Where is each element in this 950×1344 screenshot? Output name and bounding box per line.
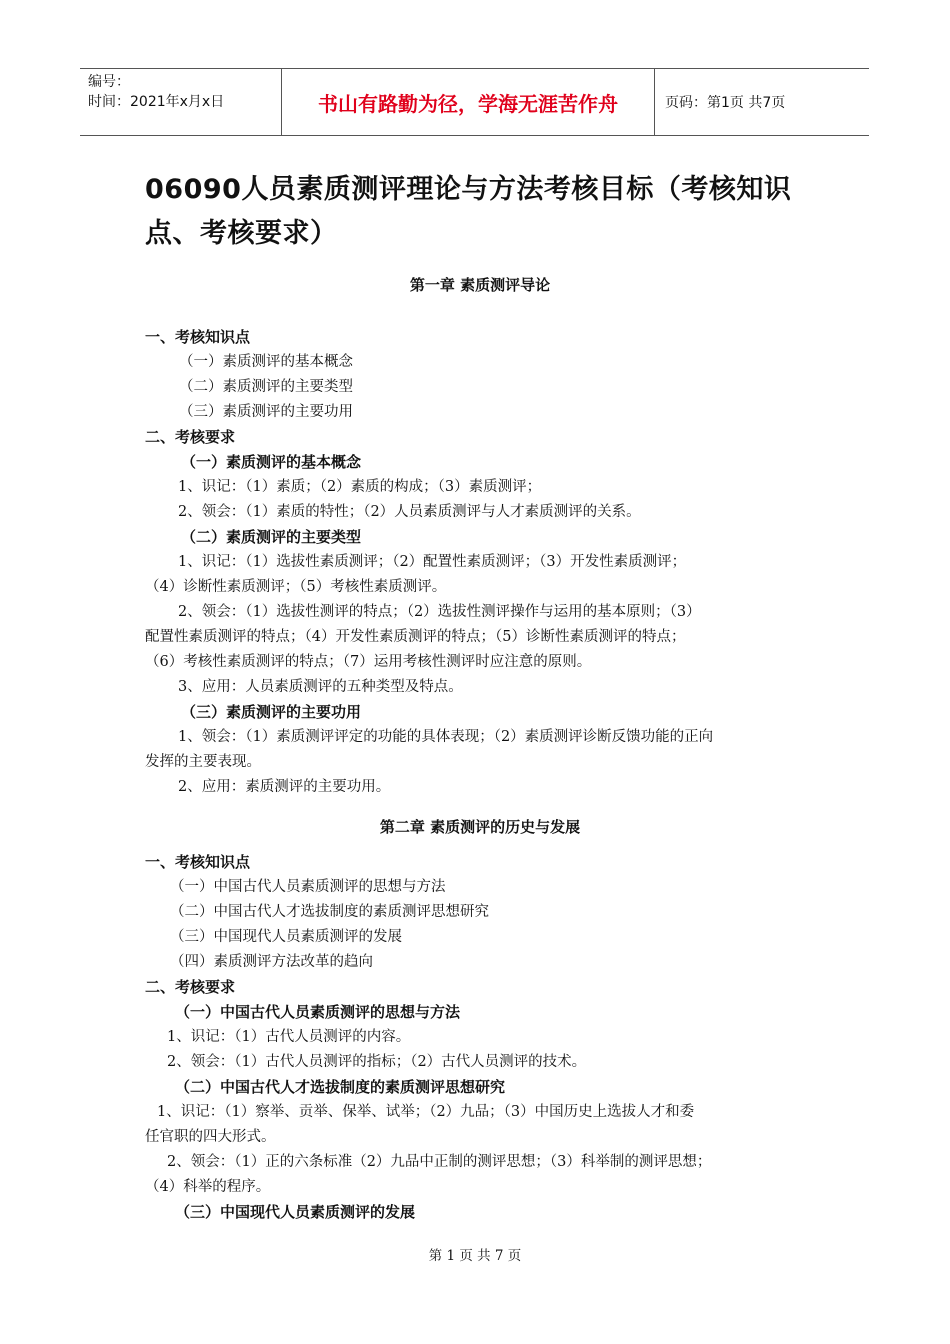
ch2-knowledge-item: （二）中国古代人才选拔制度的素质测评思想研究: [170, 904, 489, 920]
ch2-knowledge-item: （四）素质测评方法改革的趋向: [170, 954, 373, 970]
ch1-subsection-3: （三）素质测评的主要功用: [181, 703, 362, 721]
ch1-requirements-heading: 二、考核要求: [145, 428, 236, 446]
ch2-knowledge-item: （三）中国现代人员素质测评的发展: [170, 929, 402, 945]
ch2-knowledge-heading: 一、考核知识点: [145, 853, 251, 871]
time-label: 时间：2021年x月x日: [88, 94, 225, 110]
header-meta: [80, 69, 282, 135]
ch2-s2-line: 1、识记：（1）察举、贡举、保举、试举；（2）九品；（3）中国历史上选拔人才和委: [157, 1104, 695, 1120]
chapter-2-heading: 第二章 素质测评的历史与发展: [379, 818, 581, 836]
ch1-s3-line: 1、领会：（1）素质测评评定的功能的具体表现；（2）素质测评诊断反馈功能的正向: [178, 729, 714, 745]
ch1-knowledge-item: （二）素质测评的主要类型: [179, 379, 353, 395]
ch1-s1-line: 1、识记：（1）素质；（2）素质的构成；（3）素质测评；: [178, 479, 542, 495]
ch2-s1-line: 1、识记：（1）古代人员测评的内容。: [167, 1029, 411, 1045]
ch1-s2-line: （4）诊断性素质测评；（5）考核性素质测评。: [145, 579, 447, 595]
ch1-s2-line: 3、应用：人员素质测评的五种类型及特点。: [178, 679, 463, 695]
chapter-1-heading: 第一章 素质测评导论: [409, 276, 551, 294]
page-header: [80, 68, 869, 136]
ch1-s2-line: 配置性素质测评的特点；（4）开发性素质测评的特点；（5）诊断性素质测评的特点；: [145, 629, 686, 645]
ch2-s2-line: （4）科举的程序。: [145, 1179, 271, 1195]
ch2-s1-line: 2、领会：（1）古代人员测评的指标；（2）古代人员测评的技术。: [167, 1054, 587, 1070]
ch1-s3-line: 发挥的主要表现。: [145, 754, 261, 770]
number-label: 编号：: [88, 74, 130, 90]
ch1-subsection-2: （二）素质测评的主要类型: [181, 528, 362, 546]
ch2-requirements-heading: 二、考核要求: [145, 978, 236, 996]
header-page-info: 页码：第1页 共7页: [665, 95, 786, 111]
header-motto: 书山有路勤为径，学海无涯苦作舟: [282, 69, 655, 135]
ch2-subsection-2: （二）中国古代人才选拔制度的素质测评思想研究: [175, 1078, 506, 1096]
ch2-knowledge-item: （一）中国古代人员素质测评的思想与方法: [170, 879, 446, 895]
ch1-s2-line: （6）考核性素质测评的特点；（7）运用考核性测评时应注意的原则。: [145, 654, 592, 670]
ch1-subsection-1: （一）素质测评的基本概念: [181, 453, 362, 471]
ch1-s2-line: 1、识记：（1）选拔性素质测评；（2）配置性素质测评；（3）开发性素质测评；: [178, 554, 687, 570]
ch2-subsection-1: （一）中国古代人员素质测评的思想与方法: [175, 1003, 461, 1021]
ch1-s3-line: 2、应用：素质测评的主要功用。: [178, 779, 391, 795]
ch1-knowledge-heading: 一、考核知识点: [145, 328, 251, 346]
ch1-knowledge-item: （一）素质测评的基本概念: [179, 354, 353, 370]
document-title: 06090人员素质测评理论与方法考核目标（考核知识点、考核要求）: [145, 174, 792, 249]
ch2-s2-line: 任官职的四大形式。: [145, 1129, 276, 1145]
ch2-subsection-3: （三）中国现代人员素质测评的发展: [175, 1203, 416, 1221]
ch2-s2-line: 2、领会：（1）正的六条标准（2）九品中正制的测评思想；（3）科举制的测评思想；: [167, 1154, 712, 1170]
ch1-s2-line: 2、领会：（1）选拔性测评的特点；（2）选拔性测评操作与运用的基本原则；（3）: [178, 604, 701, 620]
page-footer: 第 1 页 共 7 页: [428, 1248, 522, 1264]
ch1-knowledge-item: （三）素质测评的主要功用: [179, 404, 353, 420]
ch1-s1-line: 2、领会：（1）素质的特性；（2）人员素质测评与人才素质测评的关系。: [178, 504, 641, 520]
document-body: [145, 270, 815, 1225]
